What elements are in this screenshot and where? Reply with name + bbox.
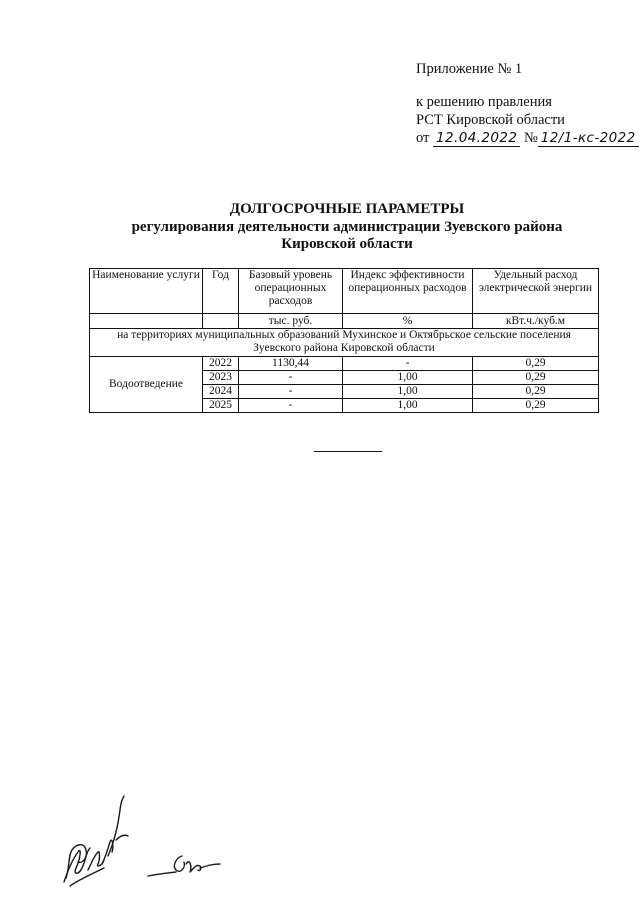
header-energy-consumption: Удельный расход электрической энергии	[473, 269, 599, 314]
efficiency-index-cell: 1,00	[343, 385, 473, 399]
base-level-cell: -	[239, 371, 343, 385]
from-label: от	[416, 130, 430, 146]
table-header-row	[90, 269, 599, 314]
header-year: Год	[203, 269, 239, 314]
header-service: Наименование услуги	[90, 269, 203, 314]
decision-line-2: РСТ Кировской области	[416, 112, 565, 128]
table-units-row	[90, 314, 599, 329]
decision-date: 12.04.2022	[433, 130, 520, 147]
title-line-2: регулирования деятельности администрации Зуевского района	[131, 218, 563, 235]
title-line-3: Кировской области	[281, 236, 413, 252]
number-label: №	[523, 130, 538, 146]
appendix-label: Приложение № 1	[416, 61, 523, 77]
header-efficiency-index: Индекс эффективности операционных расходов	[343, 269, 473, 314]
unit-base-level: тыс. руб.	[239, 314, 343, 329]
year-cell: 2025	[203, 399, 239, 413]
base-level-cell: -	[239, 385, 343, 399]
energy-cell: 0,29	[473, 357, 599, 371]
year-cell: 2023	[203, 371, 239, 385]
decision-date-line	[416, 129, 639, 147]
parameters-table	[89, 268, 599, 413]
header-base-level: Базовый уровень операционных расходов	[239, 269, 343, 314]
territory-row	[90, 329, 599, 357]
unit-efficiency-index: %	[343, 314, 473, 329]
energy-cell: 0,29	[473, 399, 599, 413]
signature-2-icon	[146, 846, 226, 886]
efficiency-index-cell: -	[343, 357, 473, 371]
unit-energy: кВт.ч./куб.м	[473, 314, 599, 329]
energy-cell: 0,29	[473, 385, 599, 399]
service-name: Водоотведение	[90, 357, 203, 413]
territory-text: на территориях муниципальных образований Мухинское и Октябрьское сельские поселения Зуевского района Кировской области	[90, 329, 599, 357]
end-divider	[314, 451, 382, 452]
title-line-1: ДОЛГОСРОЧНЫЕ ПАРАМЕТРЫ	[229, 201, 465, 217]
approval-header	[416, 60, 639, 147]
decision-number: 12/1-кс-2022	[538, 130, 639, 147]
efficiency-index-cell: 1,00	[343, 399, 473, 413]
efficiency-index-cell: 1,00	[343, 371, 473, 385]
base-level-cell: 1130,44	[239, 357, 343, 371]
year-cell: 2022	[203, 357, 239, 371]
table-row	[90, 357, 599, 371]
decision-line-1: к решению правления	[416, 94, 552, 110]
signature-1-icon	[58, 790, 138, 890]
year-cell: 2024	[203, 385, 239, 399]
base-level-cell: -	[239, 399, 343, 413]
document-title	[0, 201, 640, 254]
energy-cell: 0,29	[473, 371, 599, 385]
